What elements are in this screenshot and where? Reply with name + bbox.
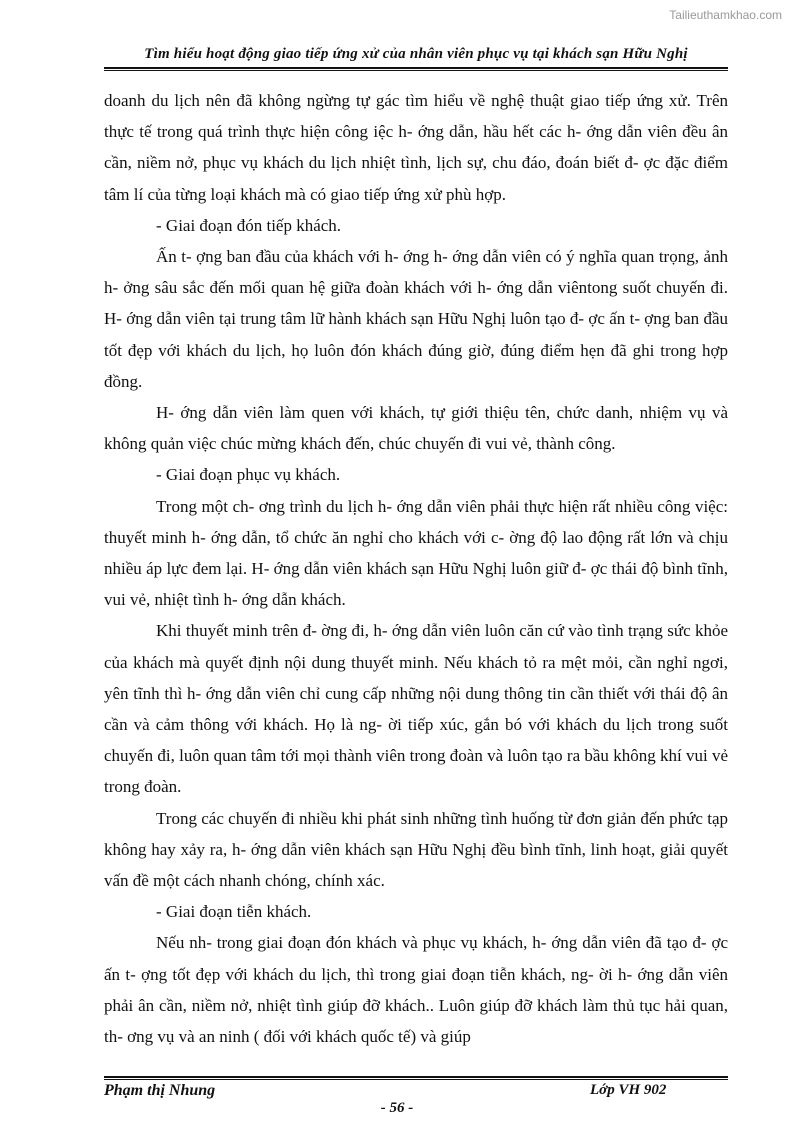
section-heading-phuc-vu: - Giai đoạn phục vụ khách. xyxy=(156,465,341,485)
paragraph: Trong các chuyến đi nhiều khi phát sinh những tình huống từ đơn giản đến phức tạp không hay xảy ra, h- ớng dẫn viên khách sạn Hữu Nghị đều bình tĩnh, linh hoạt, giải quyết vấn đề một cách nhanh chóng, chính xác. xyxy=(104,808,728,891)
footer-class: Lớp VH 902 xyxy=(590,1082,667,1098)
paragraph: Nếu nh- trong giai đoạn đón khách và phục vụ khách, h- ớng dẫn viên đã tạo đ- ợc ấn t- ợng tốt đẹp với khách du lịch, thì trong giai đoạn tiễn khách, ng- ời h- ớng dẫn viên phải ân cần, niềm nở, nhiệt tình giúp đỡ khách.. Luôn giúp đỡ khách làm thủ tục hải quan, th- ơng vụ và an ninh ( đối với khách quốc tế) và giúp xyxy=(104,933,728,1047)
paragraph: Trong một ch- ơng trình du lịch h- ớng dẫn viên phải thực hiện rất nhiều công việc: thuyết minh h- ớng dẫn, tổ chức ăn nghỉ cho khách với c- ờng độ lao động rất lớn và chịu nhiều áp lực đem lại. H- ớng dẫn viên khách sạn Hữu Nghị luôn giữ đ- ợc thái độ bình tĩnh, vui vẻ, nhiệt tình h- ớng dẫn khách. xyxy=(104,496,728,610)
running-header-title: Tìm hiểu hoạt động giao tiếp ứng xử của nhân viên phục vụ tại khách sạn Hữu Nghị xyxy=(144,46,688,62)
paragraph: Ấn t- ợng ban đầu của khách với h- ớng h- ớng dẫn viên có ý nghĩa quan trọng, ảnh h- ởng sâu sắc đến mối quan hệ giữa đoàn khách với h- ớng dẫn viêntong suốt chuyến đi. H- ớng dẫn viên tại trung tâm lữ hành khách sạn Hữu Nghị luôn tạo đ- ợc ấn t- ợng ban đầu tốt đẹp với khách du lịch, họ luôn đón khách đúng giờ, đúng điểm hẹn đã ghi trong hợp đồng. xyxy=(104,247,728,391)
header-rule xyxy=(104,67,728,71)
page-number: - 56 - xyxy=(380,1100,414,1116)
paragraph: doanh du lịch nên đã không ngừng tự gác tìm hiểu về nghệ thuật giao tiếp ứng xử. Trên thực tế trong quá trình thực hiện công iệc h- ớng dẫn, hầu hết các h- ớng dẫn viên đều ân cần, niềm nở, phục vụ khách du lịch nhiệt tình, lịch sự, chu đáo, đoán biết đ- ợc đặc điểm tâm lí của từng loại khách mà có giao tiếp ứng xử phù hợp. xyxy=(104,91,728,204)
footer-author: Phạm thị Nhung xyxy=(104,1082,216,1099)
footer-rule xyxy=(104,1076,728,1080)
paragraph: H- ớng dẫn viên làm quen với khách, tự giới thiệu tên, chức danh, nhiệm vụ và không quản việc chúc mừng khách đến, chúc chuyến đi vui vẻ, thành công. xyxy=(104,403,728,454)
section-heading-tien-khach: - Giai đoạn tiễn khách. xyxy=(156,902,312,922)
watermark-text: Tailieuthamkhao.com xyxy=(669,8,782,22)
paragraph: Khi thuyết minh trên đ- ờng đi, h- ớng dẫn viên luôn căn cứ vào tình trạng sức khỏe của khách mà quyết định nội dung thuyết minh. Nếu khách tỏ ra mệt mỏi, cần nghỉ ngơi, yên tĩnh thì h- ớng dẫn viên chỉ cung cấp những nội dung thông tin cần thiết với thái độ ân cần và cảm thông với khách. Họ là ng- ời tiếp xúc, gắn bó với khách du lịch trong suốt chuyến đi, luôn quan tâm tới mọi thành viên trong đoàn và luôn tạo ra bầu không khí vui vẻ trong đoàn. xyxy=(104,621,728,797)
body-text xyxy=(104,85,728,1052)
section-heading-don-tiep: - Giai đoạn đón tiếp khách. xyxy=(156,215,342,235)
